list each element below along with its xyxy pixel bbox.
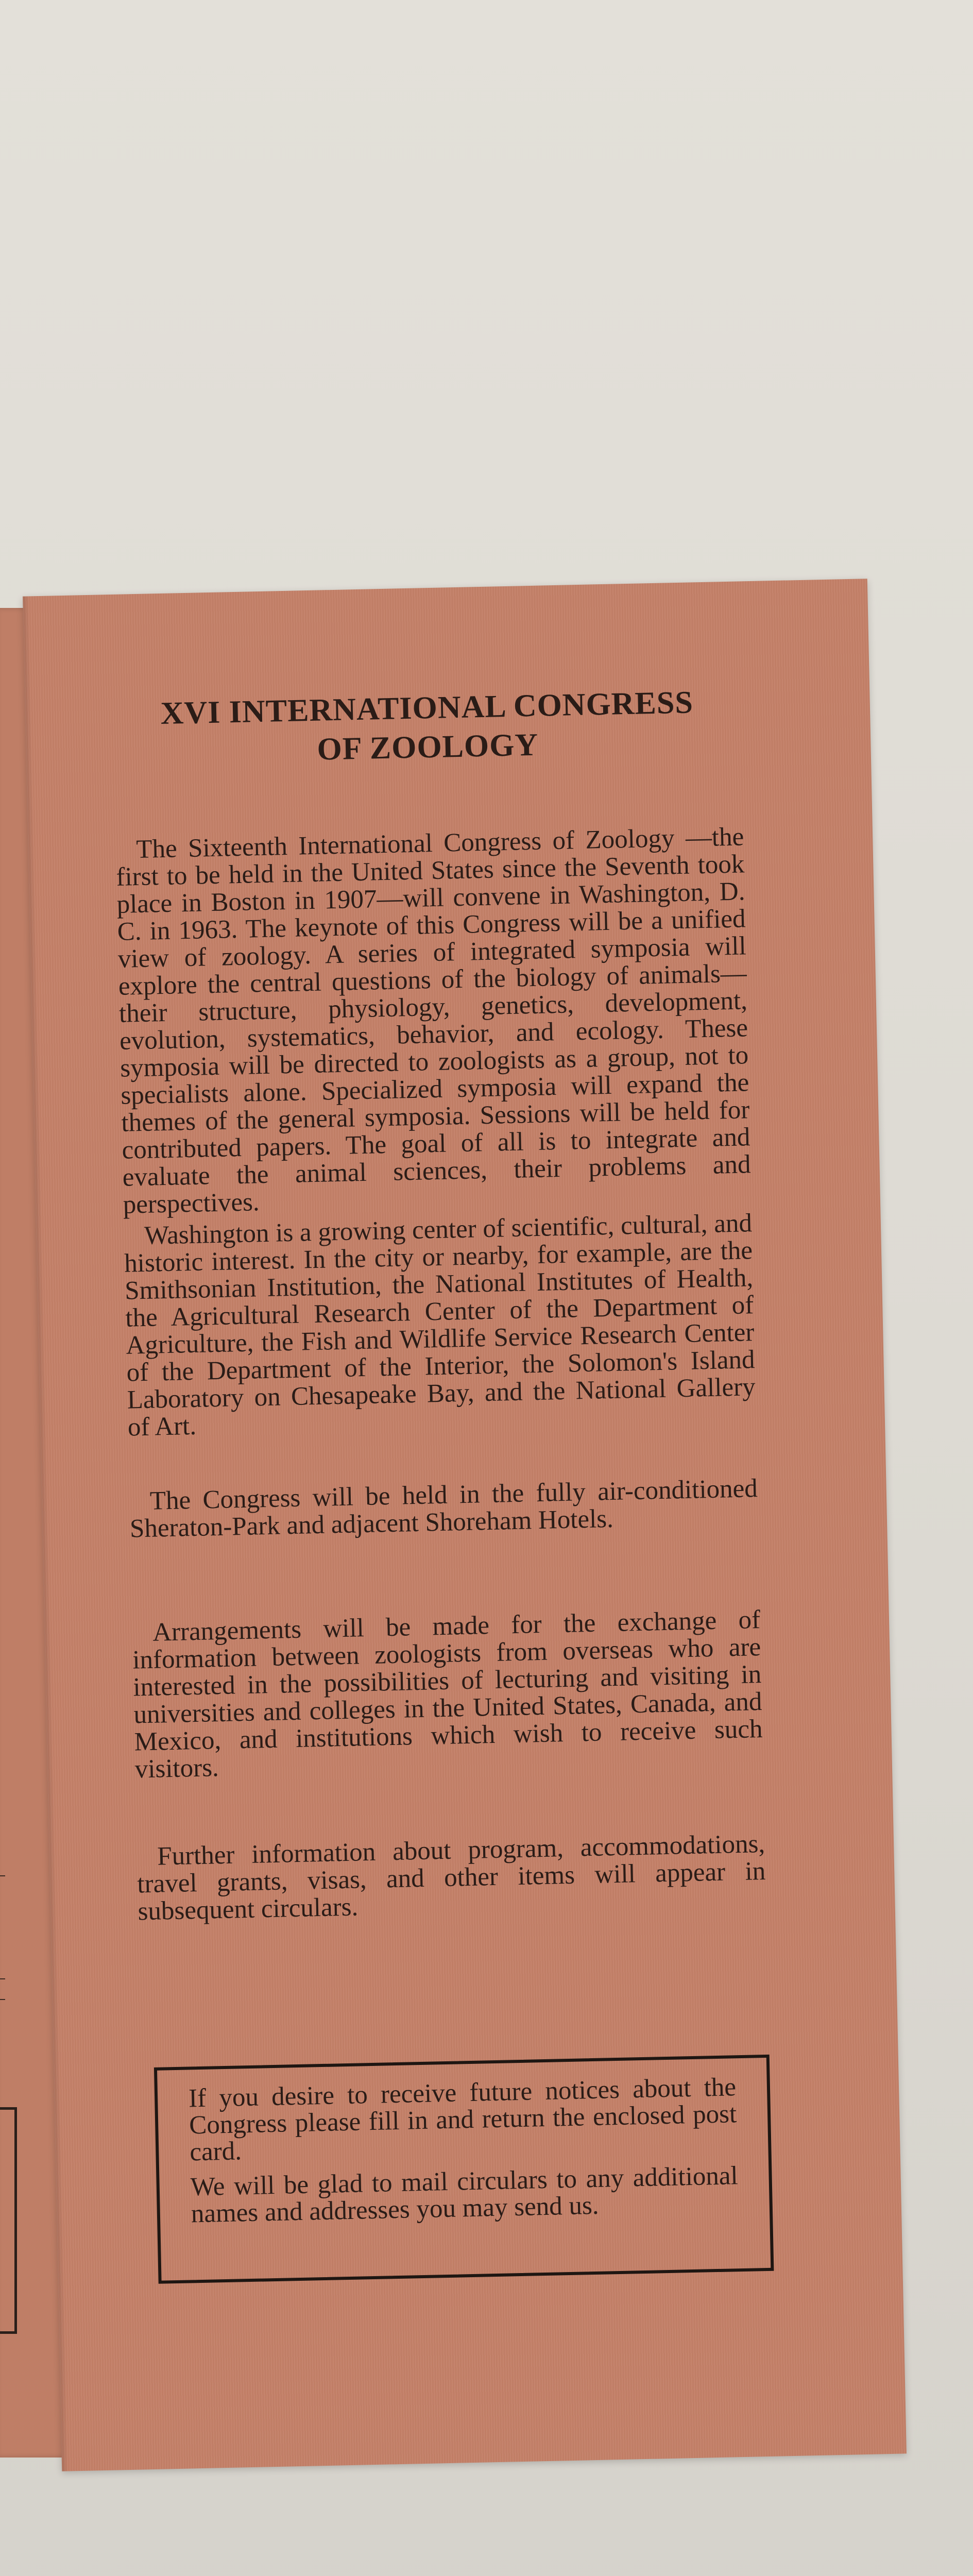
box-fragment <box>0 2107 17 2334</box>
paragraph-venue: The Congress will be held in the fully air-conditioned Sheraton-Park and adjacent Shoreham Hotels. <box>129 1474 758 1544</box>
brochure-sheet <box>23 579 907 2471</box>
paragraph-washington: Washington is a growing center of scientific, cultural, and historic interest. In the city or nearby, for example, are the Smithsonian Institution, the National Institutes of Health, the Agricultural Research Center of the Department of Agriculture, the Fish and Wildlife Service Research Center of the Department of the Interior, the Solomon's Island Laboratory on Chesapeake Bay, and the National Gallery of Art. <box>124 1209 756 1442</box>
edge-mark <box>0 1999 5 2000</box>
title-line-2: OF ZOOLOGY <box>316 727 539 767</box>
notice-box <box>154 2055 774 2284</box>
paragraph-exchange: Arrangements will be made for the exchange of information between zoologists from overseas who are interested in the possibilities of lecturing and visiting in universities and colleges in the United States, Canada, and Mexico, and institutions which wish to receive such visitors. <box>132 1605 763 1784</box>
notice-mail-circulars: We will be glad to mail circulars to any additional names and addresses you may send us. <box>190 2161 739 2229</box>
paragraph-intro: The Sixteenth International Congress of Zoology —the first to be held in the United States since the Seventh took place in Boston in 1907—will convene in Washington, D. C. in 1963. The keynote of this Congress will be a unified view of zoology. A series of integrated symposia will explore the central questions of the biology of animals—their structure, physiology, genetics, development, evolution, systematics, behavior, and ecology. These symposia will be directed to zoologists as a group, not to specialists alone. Specialized symposia will expand the themes of the general symposia. Sessions will be held for contributed papers. The goal of all is to integrate and evaluate the animal sciences, their problems and perspectives. <box>115 822 752 1219</box>
congress-title <box>117 682 737 773</box>
title-line-1: XVI INTERNATIONAL CONGRESS <box>160 685 694 732</box>
paragraph-further-info: Further information about program, accommodations, travel grants, visas, and other items will appear in subsequent circulars. <box>136 1829 766 1926</box>
edge-mark <box>0 1978 5 1979</box>
notice-return-card: If you desire to receive future notices about the Congress please fill in and return the enclosed post card. <box>188 2073 737 2167</box>
edge-mark <box>0 1875 5 1876</box>
